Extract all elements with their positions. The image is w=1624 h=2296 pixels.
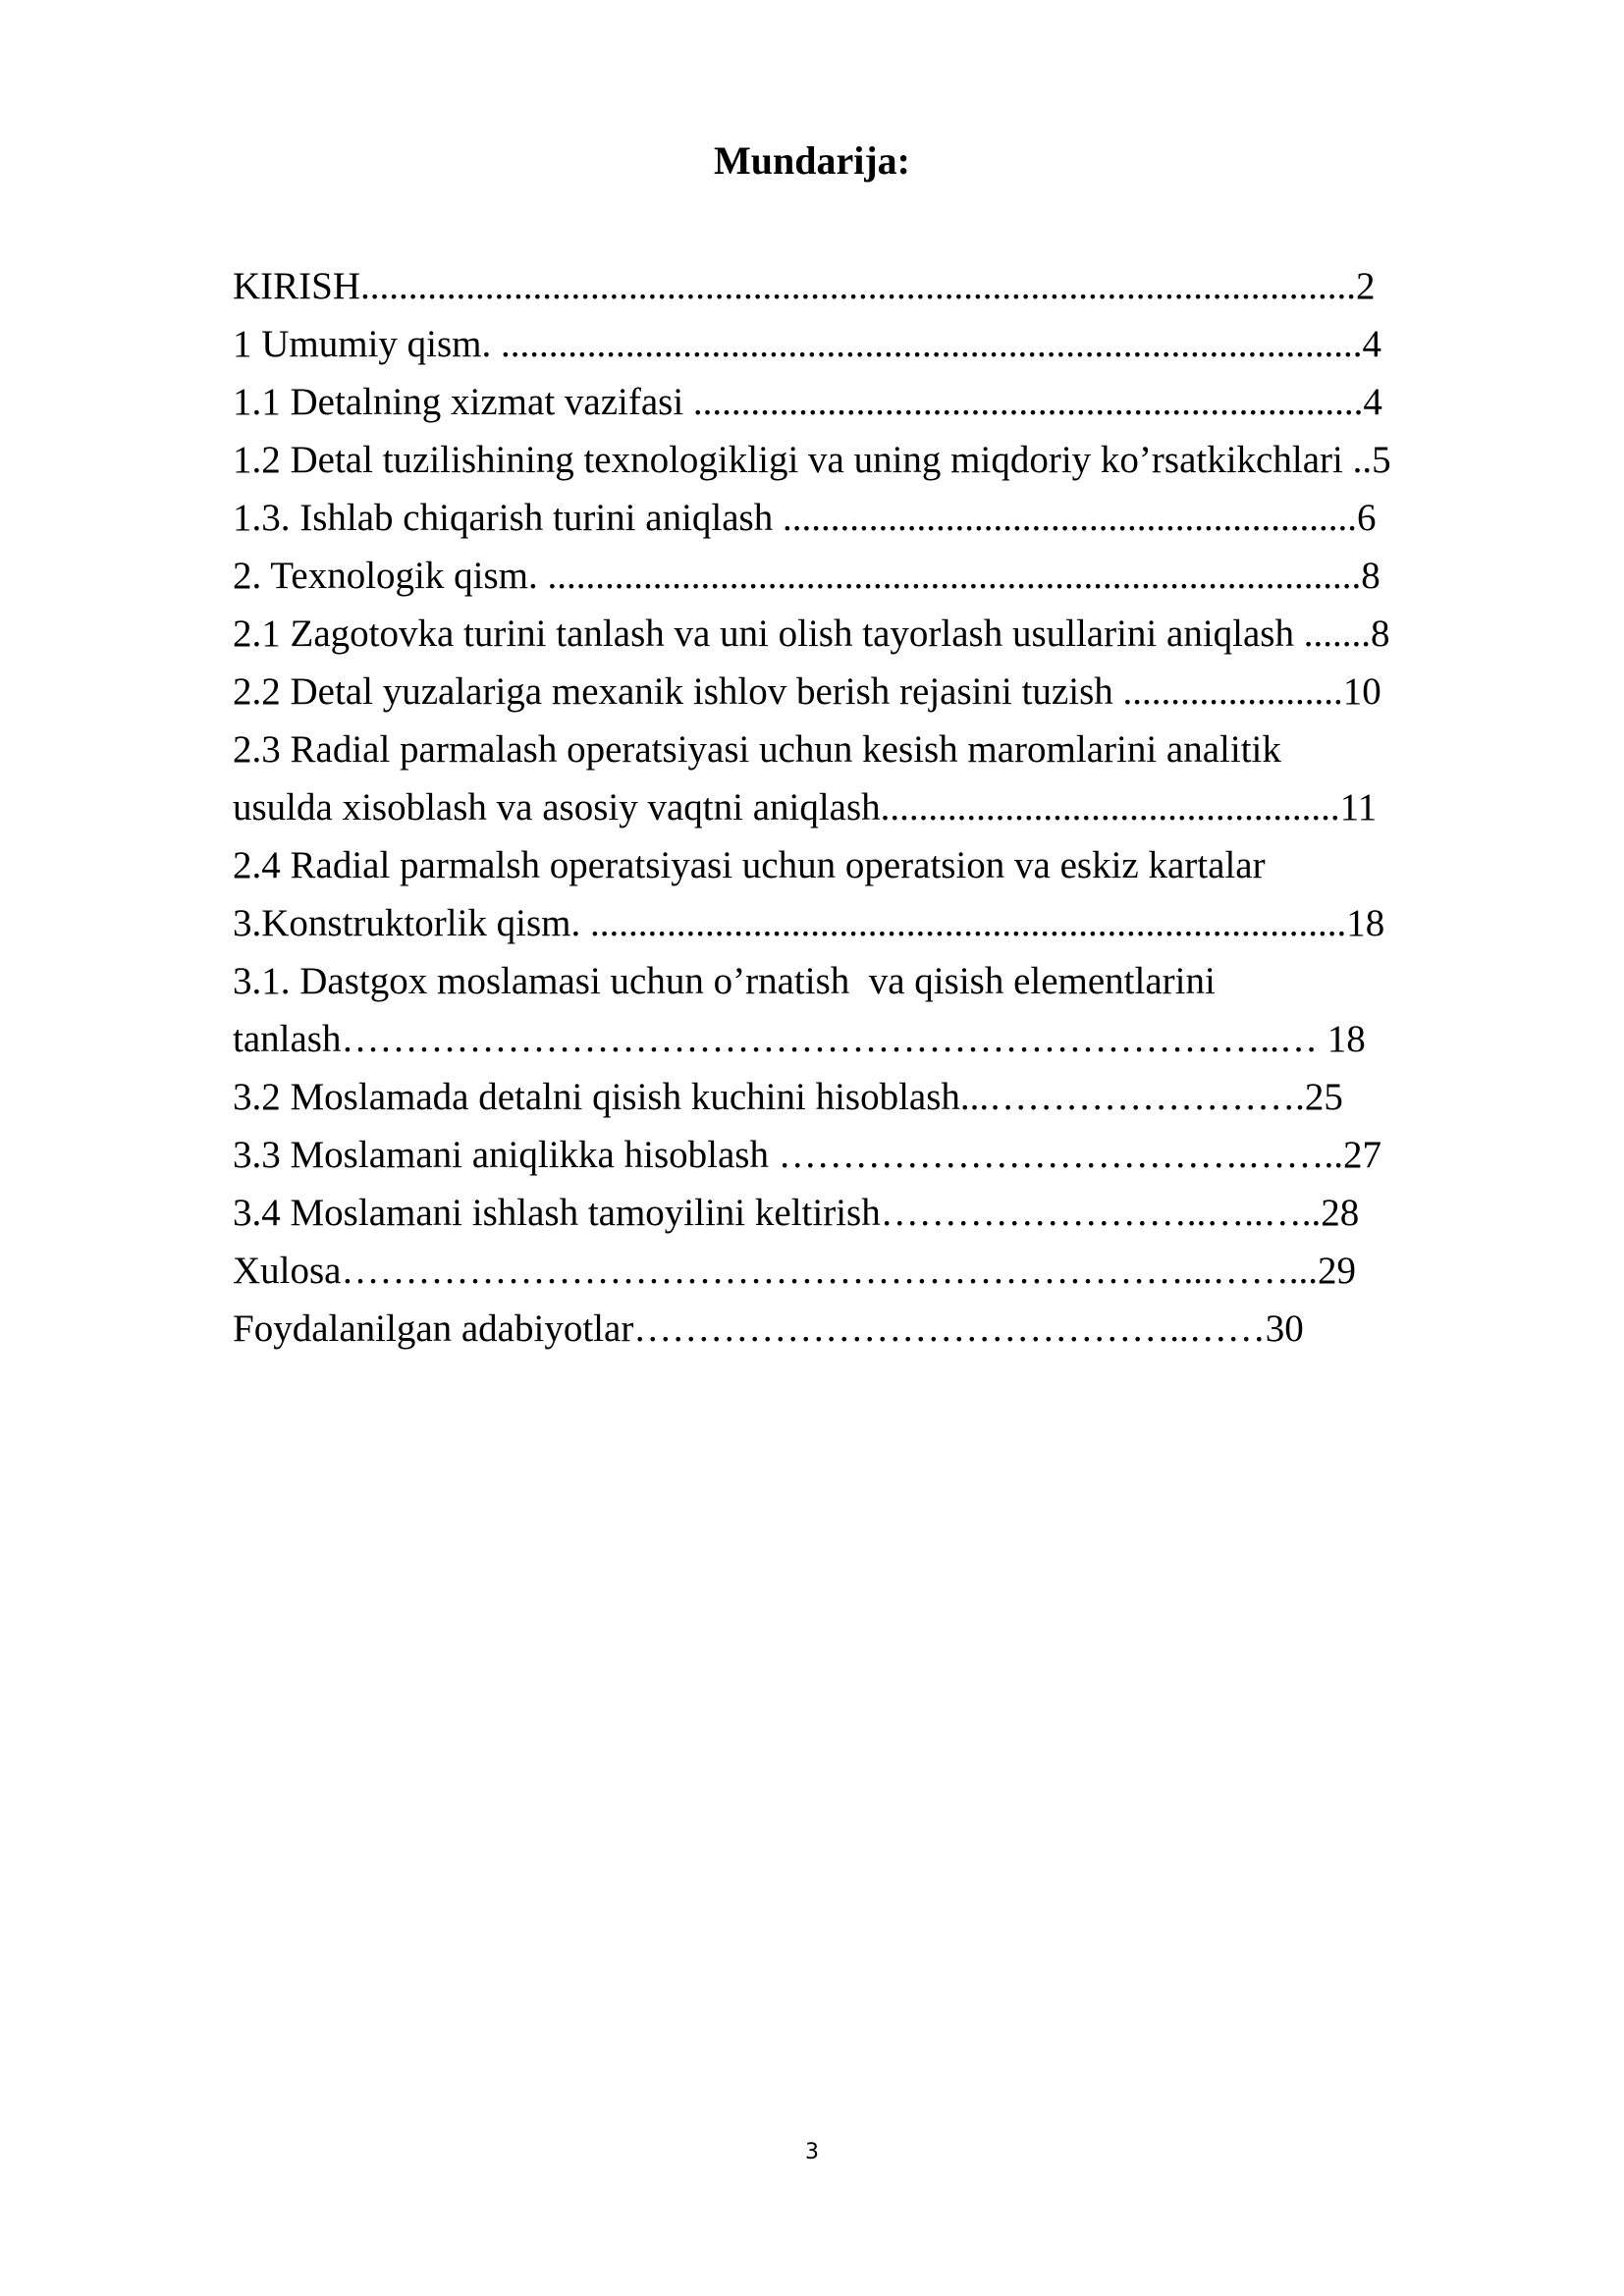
toc-entry-3-2: 3.2 Moslamada detalni qisish kuchini hisoblash...…………………….25	[233, 1076, 1343, 1118]
toc-entry-3-4: 3.4 Moslamani ishlash tamoyilini keltirish……………………..…..…..28	[233, 1192, 1360, 1234]
toc-entry-2-3-part1: 2.3 Radial parmalash operatsiyasi uchun kesish maromlarini analitik	[233, 728, 1281, 771]
toc-entry-3-1-part2: tanlash………………………………………………………………..… 18	[233, 1018, 1366, 1060]
toc-entry-3: 3.Konstruktorlik qism. ...............................................................................18	[233, 902, 1385, 944]
document-title: Mundarija:	[714, 138, 910, 183]
toc-entry-3-1-part1: 3.1. Dastgox moslamasi uchun o’rnatish va qisish elementlarini	[233, 960, 1216, 1002]
page-number: 3	[805, 2140, 819, 2164]
toc-entry-2-3-part2: usulda xisoblash va asosiy vaqtni aniqlash................................................11	[233, 786, 1378, 828]
toc-entry-kirish: KIRISH........................................................................................................2	[233, 265, 1376, 307]
toc-entry-1-2: 1.2 Detal tuzilishining texnologikligi va uning miqdoriy ko’rsatkikchlari ..5	[233, 439, 1391, 481]
toc-entry-2-1: 2.1 Zagotovka turini tanlash va uni olish tayorlash usullarini aniqlash .......8	[233, 613, 1390, 655]
toc-entry-xulosa: Xulosa…………………………………………………………...……...29	[233, 1250, 1356, 1292]
toc-entry-adabiyotlar: Foydalanilgan adabiyotlar……………………………………..……30	[233, 1308, 1304, 1350]
toc-entry-3-3: 3.3 Moslamani aniqlikka hisoblash ……………………………….……..27	[233, 1134, 1381, 1176]
table-of-contents	[233, 257, 1548, 1358]
toc-entry-2-2: 2.2 Detal yuzalariga mexanik ishlov berish rejasini tuzish .......................10	[233, 670, 1381, 713]
toc-entry-1: 1 Umumiy qism. ..........................................................................................4	[233, 323, 1382, 365]
toc-entry-2-4: 2.4 Radial parmalsh operatsiyasi uchun operatsion va eskiz kartalar	[233, 844, 1266, 886]
toc-entry-1-3: 1.3. Ishlab chiqarish turini aniqlash ............................................................6	[233, 497, 1377, 539]
toc-entry-1-1: 1.1 Detalning xizmat vazifasi ......................................................................4	[233, 381, 1382, 423]
toc-entry-2: 2. Texnologik qism. .....................................................................................8	[233, 555, 1380, 597]
